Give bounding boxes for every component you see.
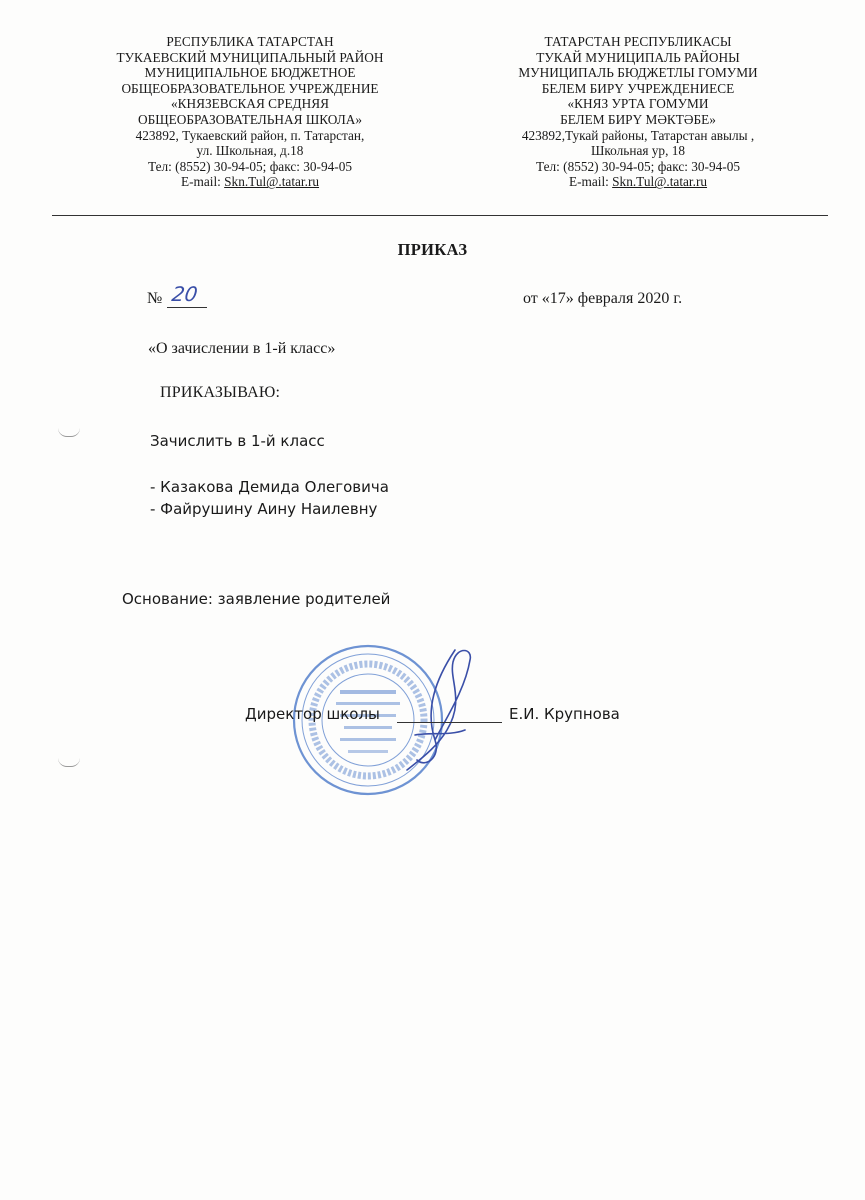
email-link[interactable]: Skn.Tul@.tatar.ru [612,174,708,190]
header-right-line: БЕЛЕМ БИРҮ УЧРЕЖДЕНИЕСЕ [541,80,735,96]
header-left-line: ул. Школьная, д.18 [196,143,304,159]
list-item: - Казакова Демида Олеговича [150,478,389,496]
order-number-label: № [147,290,163,307]
list-item: - Файрушину Аину Наилевну [150,500,378,518]
signature-name: Е.И. Крупнова [509,705,620,723]
header-right-line: «КНЯЗ УРТА ГОМУМИ [567,96,709,112]
email-prefix: E-mail: [568,174,613,190]
header-right-line: Тел: (8552) 30-94-05; факс: 30-94-05 [535,158,741,174]
director-signature [395,640,485,780]
signature-line [397,722,502,723]
header-left-line: «КНЯЗЕВСКАЯ СРЕДНЯЯ [171,96,329,112]
header-left-line: 423892, Тукаевский район, п. Татарстан, [135,127,365,143]
header-right [478,34,798,190]
order-basis: Основание: заявление родителей [122,590,391,608]
document-title: ПРИКАЗ [397,240,468,259]
header-left [90,34,410,190]
order-number-underline [167,307,207,308]
header-right-line: БЕЛЕМ БИРҮ МӘКТӘБЕ» [560,111,716,127]
order-subject: «О зачислении в 1-й класс» [148,340,336,357]
header-divider [52,215,828,216]
header-right-line: ТУКАЙ МУНИЦИПАЛЬ РАЙОНЫ [536,49,740,65]
header-right-email [478,174,798,190]
order-command: ПРИКАЗЫВАЮ: [160,384,281,401]
header-right-line: Школьная ур, 18 [590,143,686,159]
email-link[interactable]: Skn.Tul@.tatar.ru [224,174,320,190]
order-number-handwritten: 20 [170,282,200,306]
enroll-text: Зачислить в 1-й класс [150,432,325,450]
signature-position: Директор школы [245,705,380,723]
header-left-line: РЕСПУБЛИКА ТАТАРСТАН [166,34,334,49]
header-left-line: ТУКАЕВСКИЙ МУНИЦИПАЛЬНЫЙ РАЙОН [116,49,384,65]
header-left-line: ОБЩЕОБРАЗОВАТЕЛЬНОЕ УЧРЕЖДЕНИЕ [121,80,379,96]
student-list [150,476,389,520]
header-left-email [90,174,410,190]
header-right-line: МУНИЦИПАЛЬ БЮДЖЕТЛЫ ГОМУМИ [518,65,758,81]
order-date: от «17» февраля 2020 г. [523,290,683,307]
punch-hole-mark [58,428,80,437]
header-right-line: ТАТАРСТАН РЕСПУБЛИКАСЫ [544,34,732,49]
header-left-line: Тел: (8552) 30-94-05; факс: 30-94-05 [147,158,353,174]
header-left-line: МУНИЦИПАЛЬНОЕ БЮДЖЕТНОЕ [144,65,356,81]
punch-hole-mark [58,758,80,767]
header-right-line: 423892,Тукай районы, Татарстан авылы , [521,127,755,143]
email-prefix: E-mail: [180,174,225,190]
header-left-line: ОБЩЕОБРАЗОВАТЕЛЬНАЯ ШКОЛА» [138,111,362,127]
